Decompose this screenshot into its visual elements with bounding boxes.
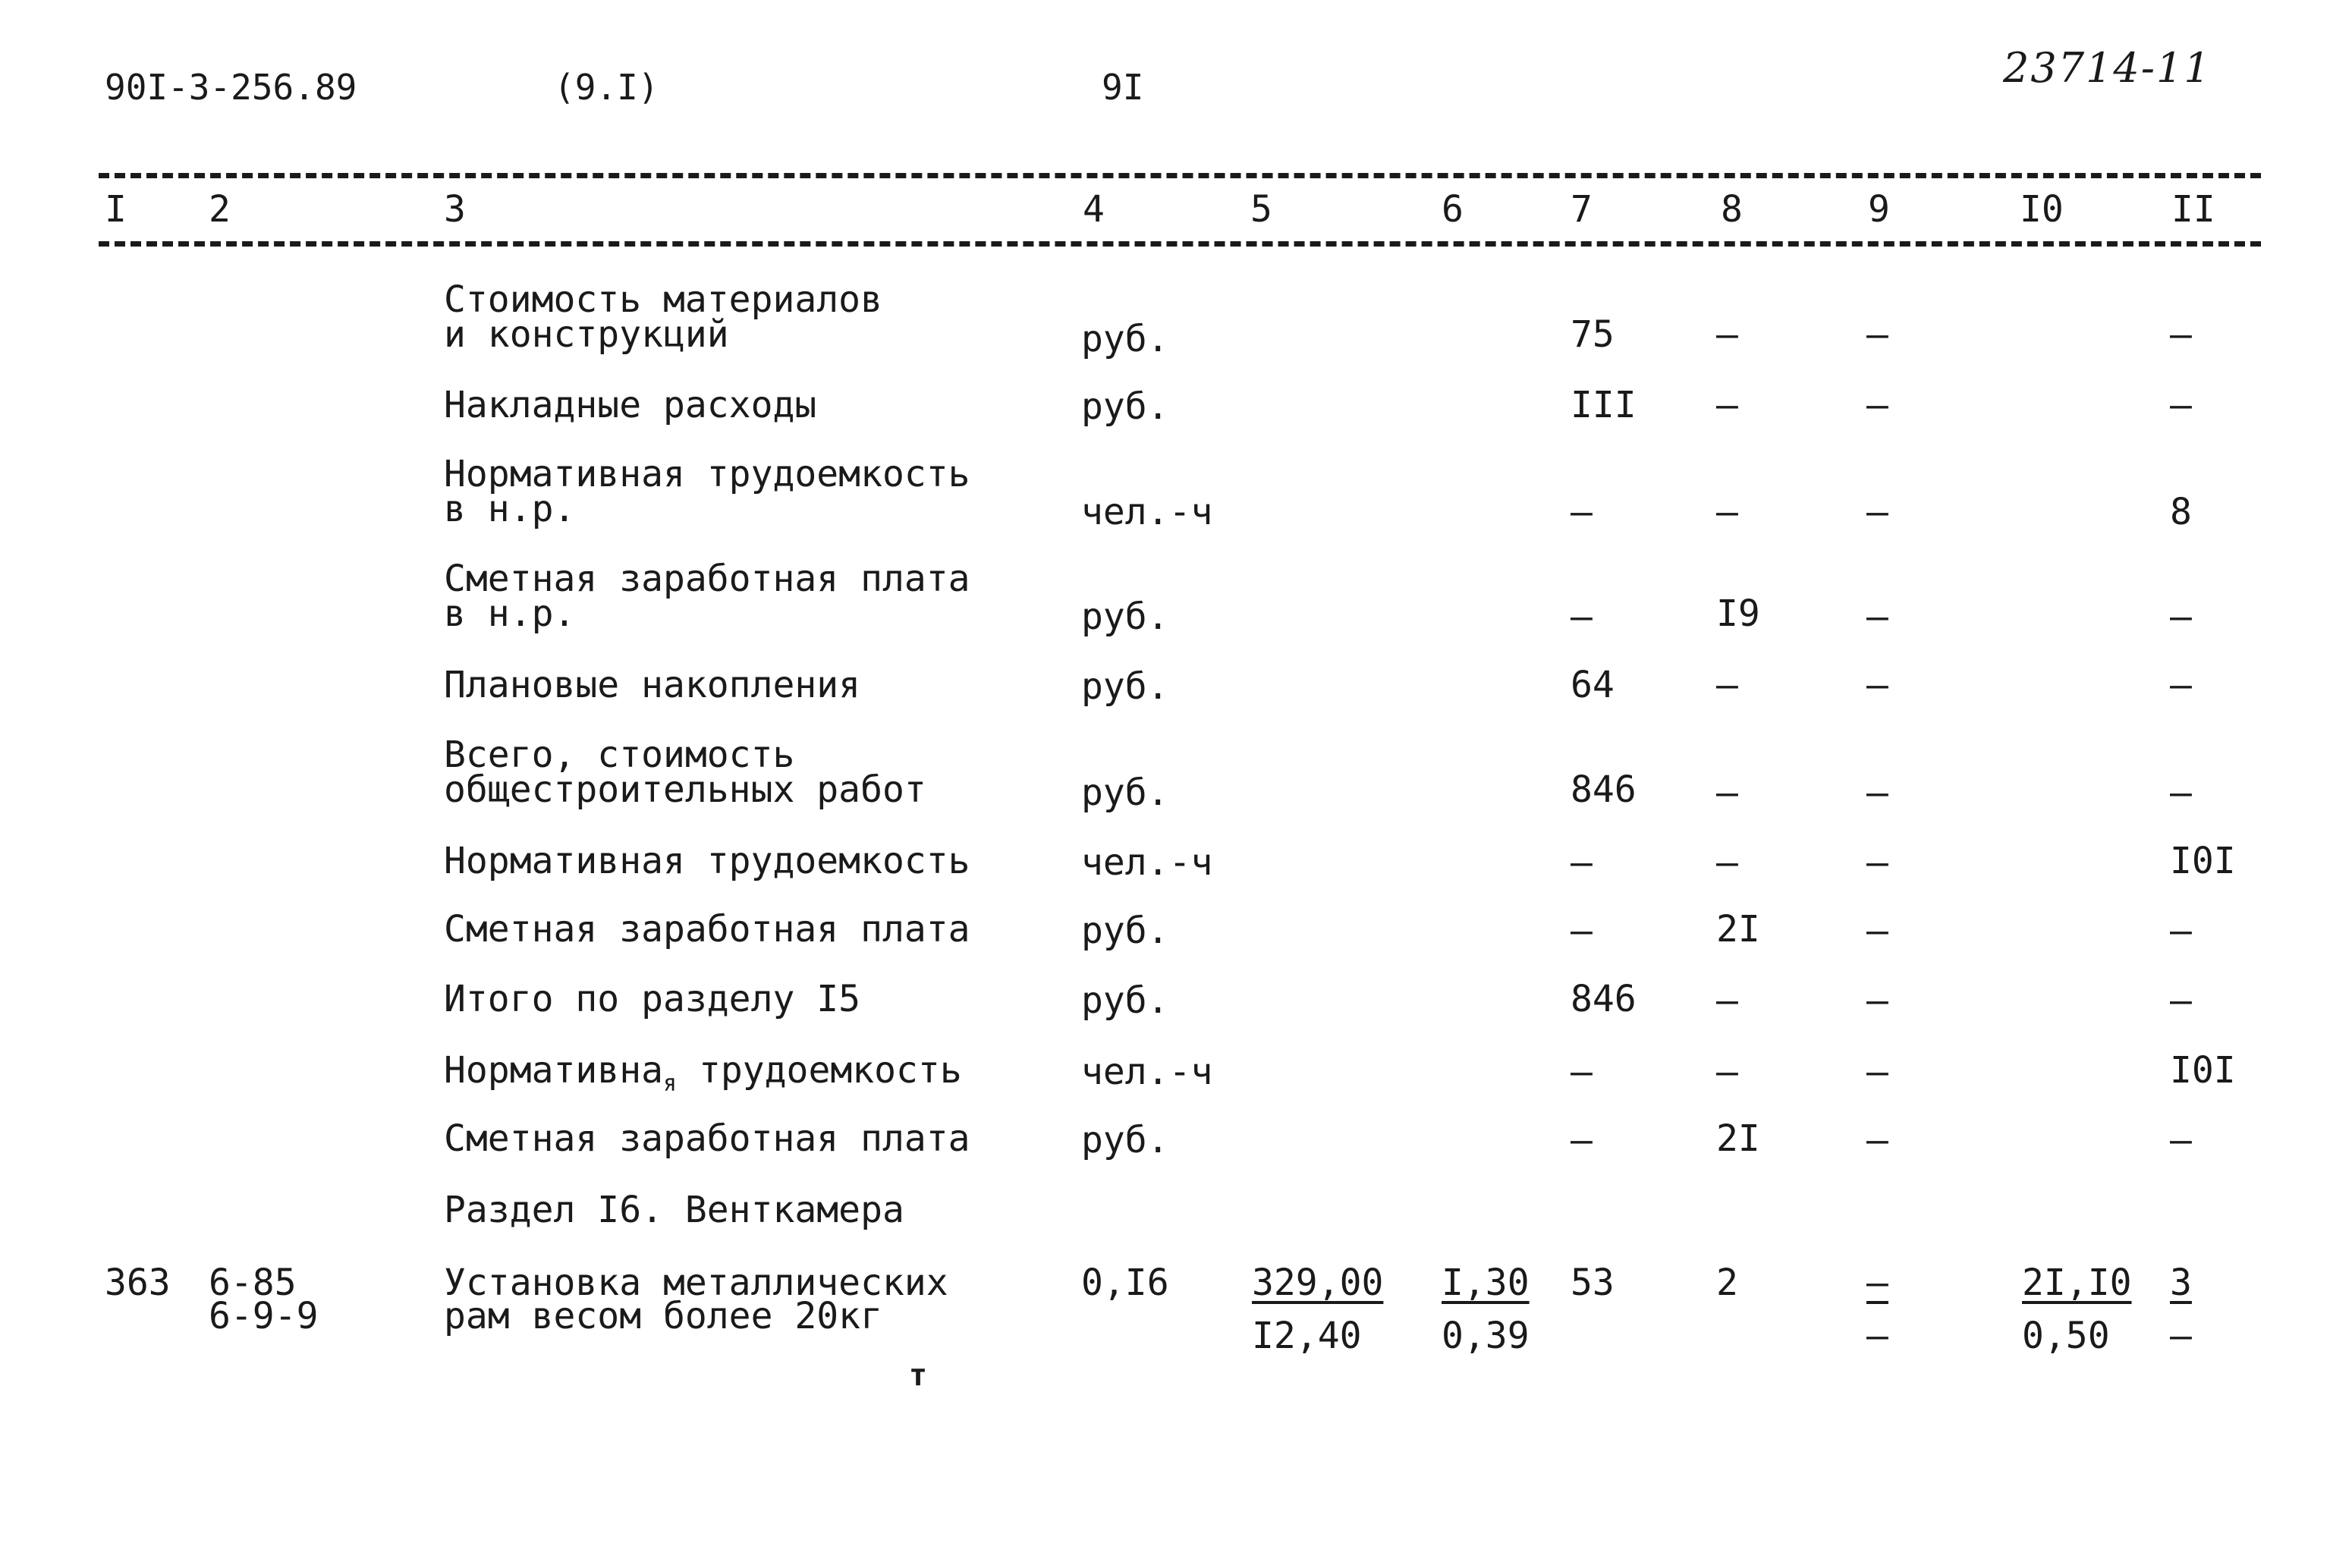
header-top-rule	[99, 173, 2261, 178]
row-col7: –	[1571, 1119, 1593, 1161]
row-col8: 2I	[1716, 908, 1760, 951]
item-col11-bottom: –	[2170, 1315, 2192, 1357]
row-col9: –	[1866, 384, 1888, 426]
item-code: 6-85	[209, 1262, 297, 1304]
row-col9: –	[1866, 491, 1888, 533]
column-header-8: 8	[1721, 188, 1743, 231]
row-col8: 2I	[1716, 1117, 1760, 1160]
row-description: Сметная заработная плата	[444, 558, 970, 600]
row-col8: –	[1716, 979, 1738, 1022]
row-description: Нормативная трудоемкость	[444, 453, 970, 495]
row-description: Стоимость материалов	[444, 278, 882, 321]
item-col10-bottom: 0,50	[2022, 1315, 2110, 1357]
item-description-cont: рам весом более 20кг	[444, 1295, 882, 1337]
row-col8: –	[1716, 771, 1738, 814]
column-header-4: 4	[1083, 188, 1105, 231]
row-unit: руб.	[1081, 1119, 1169, 1161]
row-description: Накладные расходы	[444, 384, 817, 426]
row-col7: –	[1571, 595, 1593, 638]
row-unit: руб.	[1081, 771, 1169, 814]
item-col8: 2	[1716, 1262, 1738, 1304]
item-quantity: 0,I6	[1081, 1262, 1169, 1304]
row-description-head: Нормативна	[444, 1049, 663, 1092]
item-col11-top: 3	[2170, 1262, 2192, 1304]
row-col7: –	[1571, 491, 1593, 533]
row-col9: –	[1866, 1051, 1888, 1093]
handwritten-note: 23714-11	[2003, 44, 2212, 92]
row-description: Итого по разделу I5	[444, 978, 861, 1020]
row-col8: –	[1716, 313, 1738, 356]
row-col8: –	[1716, 841, 1738, 884]
row-col11: –	[2170, 664, 2192, 706]
row-description	[444, 1049, 962, 1101]
column-header-1: I	[105, 188, 127, 231]
item-col9-bottom: –	[1866, 1315, 1888, 1357]
column-header-11: II	[2171, 188, 2215, 231]
row-col11: –	[2170, 384, 2192, 426]
row-unit: руб.	[1081, 910, 1169, 952]
item-number: 363	[105, 1262, 171, 1304]
row-col7: 846	[1571, 768, 1637, 811]
row-description-subscript: я	[662, 1070, 678, 1097]
row-col9: –	[1866, 1119, 1888, 1161]
column-header-9: 9	[1868, 188, 1890, 231]
row-col9: –	[1866, 664, 1888, 706]
row-col11: I0I	[2170, 840, 2236, 882]
column-header-10: I0	[2020, 188, 2064, 231]
row-description: Сметная заработная плата	[444, 908, 970, 951]
row-unit: чел.-ч	[1081, 491, 1213, 533]
row-col11: –	[2170, 979, 2192, 1022]
row-col11: –	[2170, 910, 2192, 952]
row-description-tail: трудоемкость	[677, 1049, 962, 1092]
item-description: Установка металлических	[444, 1262, 948, 1304]
row-unit: чел.-ч	[1081, 1051, 1213, 1093]
section-title: Раздел I6. Венткамера	[444, 1189, 904, 1231]
row-col9: –	[1866, 313, 1888, 356]
row-description: Плановые накопления	[444, 664, 861, 706]
row-unit: руб.	[1081, 318, 1169, 360]
row-col9: –	[1866, 595, 1888, 638]
row-description: Сметная заработная плата	[444, 1117, 970, 1160]
row-col11: –	[2170, 595, 2192, 638]
row-col8: –	[1716, 1051, 1738, 1093]
page-number: 9I	[1102, 67, 1144, 108]
column-header-5: 5	[1250, 188, 1272, 231]
row-col8: –	[1716, 491, 1738, 533]
section-code: (9.I)	[554, 67, 659, 108]
row-col7: –	[1571, 1051, 1593, 1093]
column-header-7: 7	[1571, 188, 1593, 231]
row-unit: руб.	[1081, 665, 1169, 708]
row-unit: руб.	[1081, 595, 1169, 638]
row-col11: I0I	[2170, 1049, 2236, 1092]
row-col9: –	[1866, 771, 1888, 814]
row-col7: 846	[1571, 978, 1637, 1020]
row-col7: –	[1571, 841, 1593, 884]
row-description: Нормативная трудоемкость	[444, 840, 970, 882]
header-bottom-rule	[99, 241, 2261, 247]
item-col5-top: 329,00	[1252, 1262, 1384, 1304]
document-code: 90I-3-256.89	[105, 67, 357, 108]
row-col8: –	[1716, 664, 1738, 706]
row-description-cont: в н.р.	[444, 592, 576, 635]
item-col6-bottom: 0,39	[1442, 1315, 1530, 1357]
column-header-6: 6	[1442, 188, 1464, 231]
row-col8: I9	[1716, 592, 1760, 635]
row-col9: –	[1866, 910, 1888, 952]
item-col10-top: 2I,I0	[2022, 1262, 2132, 1304]
item-col7: 53	[1571, 1262, 1615, 1304]
column-header-2: 2	[209, 188, 231, 231]
row-col9: –	[1866, 979, 1888, 1022]
row-description: Всего, стоимость	[444, 734, 795, 776]
row-col7: 64	[1571, 664, 1615, 706]
row-col8: –	[1716, 384, 1738, 426]
row-col7: –	[1571, 910, 1593, 952]
row-col11: 8	[2170, 491, 2192, 533]
row-col7: 75	[1571, 313, 1615, 356]
row-unit: руб.	[1081, 385, 1169, 428]
row-col9: –	[1866, 841, 1888, 884]
item-col6-top: I,30	[1442, 1262, 1530, 1304]
row-description-cont: общестроительных работ	[444, 768, 926, 811]
item-col5-bottom: I2,40	[1252, 1315, 1362, 1357]
row-col11: –	[2170, 313, 2192, 356]
item-col9-top: –	[1866, 1262, 1888, 1304]
row-unit: руб.	[1081, 979, 1169, 1022]
row-unit: чел.-ч	[1081, 841, 1213, 884]
row-description-cont: в н.р.	[444, 488, 576, 530]
row-col7: III	[1571, 384, 1637, 426]
row-col11: –	[2170, 1119, 2192, 1161]
row-col11: –	[2170, 771, 2192, 814]
item-unit-mark: т	[909, 1358, 928, 1393]
column-header-3: 3	[444, 188, 466, 231]
item-code-secondary: 6-9-9	[209, 1295, 319, 1337]
row-description-cont: и конструкций	[444, 313, 729, 356]
